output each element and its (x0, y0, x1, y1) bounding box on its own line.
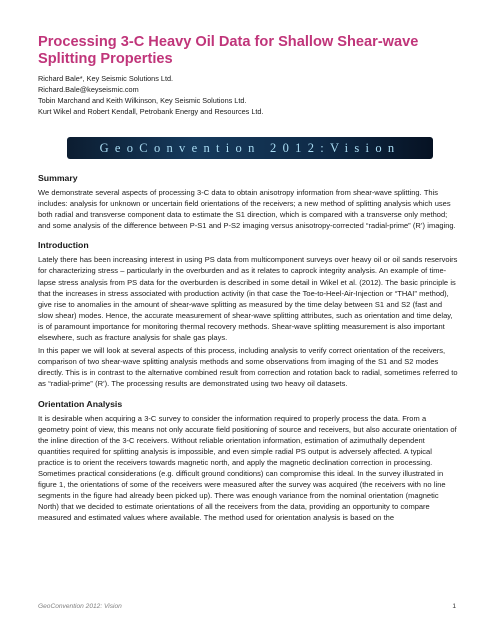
introduction-heading: Introduction (38, 240, 89, 251)
paper-title: Processing 3-C Heavy Oil Data for Shallow Shear-wave Splitting Properties (38, 34, 419, 67)
conference-banner (67, 137, 433, 159)
paper-page (38, 34, 458, 523)
page-number: 1 (452, 603, 456, 610)
orientation-paragraph: It is desirable when acquiring a 3-C survey to consider the information required to properly process the data. From a geometry point of view, this means not only accurate field positioning of source and receivers, but also accurate orientation of the inline direction of the 3-C receivers. Without reliable orientation information, estimation of azimuthally dependent quantities required for splitting analysis is impossible, and even simple radial PS output is adversely affected. A typical practice is to orient the receivers towards magnetic north, and apply the magnetic declination correction in processing. Sometimes practical considerations (e.g. difficult ground conditions) can compromise this ideal. In the survey illustrated in figure 1, the orientations of some of the receivers were measured after the survey was acquired (the receivers with no line segments in the figure had already been picked up). There was enough variance from the nominal orientation (magnetic North) that we decided to estimate orientations of all the receivers from the data, providing an opportunity to compare measured and estimated values where available. The method used for orientation analysis is based on the (38, 413, 457, 523)
author-block (38, 73, 458, 117)
conference-banner-text: GeoConvention 2012:Vision (99, 140, 401, 155)
author-email: Richard.Bale@keyseismic.com (38, 85, 139, 94)
introduction-paragraph-1: Lately there has been increasing interest in using PS data from multicomponent surveys over heavy oil or oil sands reservoirs for characterizing stress – particularly in the overburden and as it relates to caprock integrity analysis. An example of time-lapse stress analysis from PS data for the overburden is described in some detail in Wikel et al. (2012). The basic principle is that the increases in stress associated with production activity (in that case the Toe-to-Heel-Air-Injection or “THAI” method), give rise to anomalies in the amount of shear-wave splitting as measured by the time delay between S1 and S2 (fast and slow shear) modes. Hence, the accurate measurement of shear-wave splitting attributes, such as orientation and time delay, is of paramount importance for monitoring thermal recovery methods. Shear-wave splitting measurement is also important elsewhere, such as fracture analysis for shale gas plays. (38, 255, 458, 343)
page-footer (38, 603, 456, 610)
author-line-2: Tobin Marchand and Keith Wilkinson, Key Seismic Solutions Ltd. (38, 96, 247, 105)
author-line-1: Richard Bale*, Key Seismic Solutions Ltd. (38, 74, 174, 83)
summary-paragraph: We demonstrate several aspects of processing 3-C data to obtain anisotropy information from shear-wave splitting. This includes: analysis for unknown or uncertain field orientations of the receivers; a new method of splitting analysis which uses both radial and transverse component data to estimate the S1 direction, which is compared with a transverse only method; and some analysis of the difference between P-S1 and P-S2 imaging versus anisotropy-corrected “radial-prime” (R’) imaging. (38, 188, 456, 231)
summary-heading: Summary (38, 173, 78, 183)
orientation-heading: Orientation Analysis (38, 398, 123, 409)
introduction-paragraph-2: In this paper we will look at several aspects of this process, including analysis to verify correct orientation of the receivers, comparison of two shear-wave splitting analysis methods and some observations from imaging of the S1 and S2 modes directly. This is in contrast to the alternative combined result from correction and rotation back to radial, sometimes referred to as “radial-prime” (R’). The processing results are demonstrated using two heavy oil datasets. (38, 346, 458, 389)
author-line-3: Kurt Wikel and Robert Kendall, Petrobank Energy and Resources Ltd. (38, 107, 264, 116)
footer-conference: GeoConvention 2012: Vision (38, 603, 122, 610)
